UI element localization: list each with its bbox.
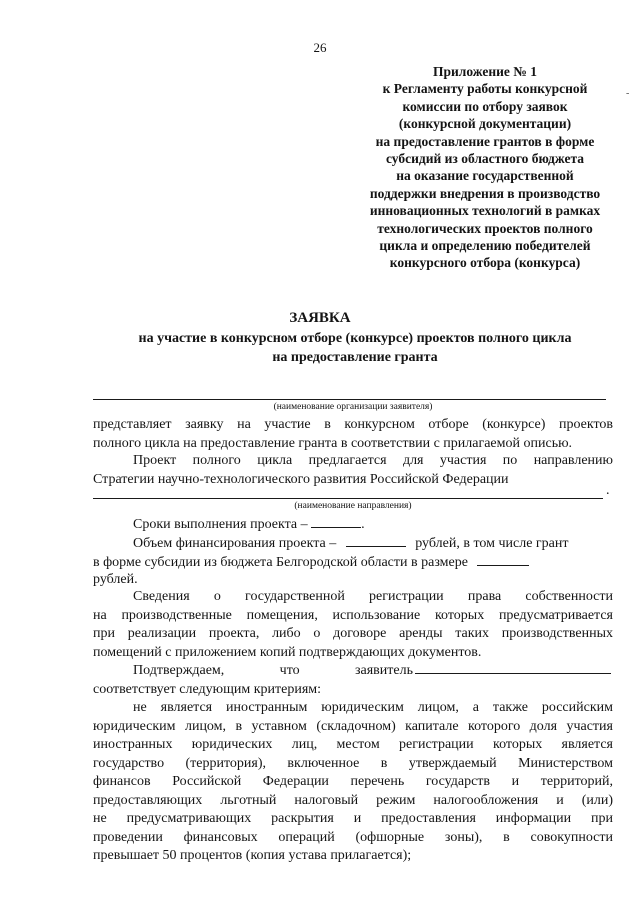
subtitle-line: на участие в конкурсном отборе (конкурсе) проектов полного цикла <box>138 331 572 346</box>
text-line: при реализации проекта, либо о договоре аренды таких производственных <box>93 626 613 641</box>
appendix-line: на предоставление грантов в форме <box>375 133 595 149</box>
project-term-label: Сроки выполнения проекта – <box>133 517 308 532</box>
grant-label: в форме субсидии из бюджета Белгородской области в размере <box>93 554 468 570</box>
text-line: юридическим лицом, в уставном (складочном) капитале которого доля участия <box>93 718 613 734</box>
text-line: помещений с приложением копий подтверждающих документов. <box>93 644 482 660</box>
paragraph-5 <box>93 588 613 662</box>
document-subtitle <box>90 330 620 367</box>
grant-amount-blank[interactable] <box>477 553 529 566</box>
text-line: государство (территория), включенное в утверждаемый Министерством <box>93 755 613 771</box>
paragraph-7 <box>93 699 613 866</box>
appendix-line: субсидий из областного бюджета <box>385 151 585 167</box>
appendix-line: цикла и определению победителей <box>379 238 591 254</box>
financing-label: Объем финансирования проекта – <box>133 536 337 551</box>
appendix-line: инновационных технологий в рамках <box>369 203 601 219</box>
direction-caption: (наименование направления) <box>294 501 412 511</box>
text-line: иностранных юридических лиц, местом регистрации которых является <box>93 737 613 752</box>
appendix-line: (конкурсной документации) <box>398 116 572 132</box>
paragraph-3 <box>93 515 613 534</box>
text-line: Сведения о государственной регистрации права собственности <box>133 589 613 604</box>
appendix-line: на оказание государственной <box>396 168 574 184</box>
text-line: финансов Российской Федерации перечень государств и территорий, <box>93 774 613 789</box>
paragraph-6 <box>93 662 613 699</box>
confirm-label: Подтверждаем, что заявитель <box>133 663 413 678</box>
line-end-dot: . <box>606 483 610 498</box>
text-line: предоставляющих льготный налоговый режим налогообложения и (или) <box>93 792 613 808</box>
organization-caption: (наименование организации заявителя) <box>273 402 433 412</box>
appendix-line: поддержки внедрения в производство <box>369 185 601 201</box>
document-title: ЗАЯВКА <box>289 310 351 326</box>
text-line: проведении финансовых операций (офшорные зоны), в совокупности <box>93 829 613 845</box>
paragraph-1 <box>93 416 613 453</box>
subtitle-line: на предоставление гранта <box>272 349 438 365</box>
text-line: не предусматривающих раскрытия и предоставления информации при <box>93 811 613 826</box>
applicant-name-line <box>415 673 611 674</box>
appendix-line: технологических проектов полного <box>377 220 593 236</box>
paragraph-4 <box>93 534 613 590</box>
text-line: полного цикла на предоставление гранта в соответствии с прилагаемой описью. <box>93 435 573 451</box>
text-line <box>93 553 613 572</box>
page-number: 26 <box>313 40 327 55</box>
text-line: не является иностранным юридическим лицом, а также российским <box>133 700 613 715</box>
text-line: Проект полного цикла предлагается для участия по направлению <box>133 453 613 468</box>
financing-amount-blank[interactable] <box>346 534 406 547</box>
text-line: на производственные помещения, использование которых предусматривается <box>93 607 613 623</box>
text-line: Стратегии научно-технологического развития Российской Федерации <box>93 471 509 487</box>
text-line: Сроки выполнения проекта – . <box>133 517 365 532</box>
appendix-line: конкурсного отбора (конкурса) <box>389 255 581 271</box>
text-line <box>93 662 413 681</box>
text-line: соответствует следующим критериям: <box>93 681 322 697</box>
margin-mark: - <box>626 88 630 99</box>
project-term-blank[interactable] <box>311 515 361 528</box>
text-line: представляет заявку на участие в конкурсном отборе (конкурсе) проектов <box>93 417 613 432</box>
organization-name-line <box>93 399 606 400</box>
appendix-header <box>340 63 630 272</box>
paragraph-2 <box>93 452 613 489</box>
financing-suffix: рублей, в том числе грант <box>415 536 569 551</box>
appendix-line: к Регламенту работы конкурсной <box>382 81 588 97</box>
text-line <box>93 534 613 553</box>
appendix-line: Приложение № 1 <box>433 64 537 79</box>
text-line: превышает 50 процентов (копия устава прилагается); <box>93 848 412 863</box>
direction-name-line <box>93 498 603 499</box>
appendix-line: комиссии по отбору заявок <box>402 98 568 114</box>
text-line: рублей. <box>93 572 138 587</box>
